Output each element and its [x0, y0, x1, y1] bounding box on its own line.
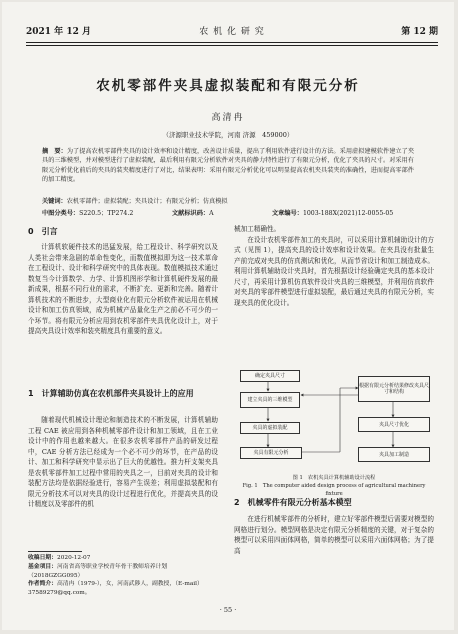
- article-id: [272, 208, 393, 217]
- received-label: 收稿日期：: [28, 555, 57, 561]
- abstract-label: 摘 要：: [42, 148, 67, 155]
- footnote: [28, 554, 218, 598]
- header-date: 2021 年 12 月: [26, 27, 91, 37]
- right-column-continuation: [234, 224, 434, 308]
- section-2-heading: 2 机械零件有限元分析基本模型: [234, 498, 352, 507]
- classification-line: [42, 208, 414, 217]
- page-number: · 55 ·: [219, 606, 237, 614]
- flow-box-determine-size: 确定夹具尺寸: [240, 370, 300, 382]
- doc-code-value: A: [209, 210, 214, 217]
- flow-box-manufacture: 夹具加工制造: [358, 447, 430, 462]
- flow-box-virtual-assembly: 夹具的虚拟装配: [240, 422, 300, 434]
- figure-1-flowchart: [238, 370, 434, 472]
- paper-title: 农机零部件夹具虚拟装配和有限元分析: [96, 78, 360, 94]
- figure-caption-cn: 图 1 农机夹具计算机辅助设计流程: [292, 475, 376, 481]
- figure-1-caption: [234, 474, 434, 498]
- clc-value: S220.5；TP274.2: [79, 210, 134, 217]
- abstract-text: 为了提高农机零部件夹具的设计效率和设计精度，改善设计质量，提出了利用软件进行设计的方法。采用虚拟建模软件建立了夹具的三维模型，并对模型进行了虚拟装配，最后利用有限元分析软件对夹具的静力特性进行了有限元分析，优化了夹具的尺寸。对采用有限元分析优化前后的夹具的装夹精度进行了对比，结果表明：采用有限元分析优化可以明显提高农机夹具装夹的准确性，进而提高零部件的加工精度。: [42, 148, 415, 184]
- fund-text: 河南省高等职业学校青年骨干教师培养计划（2018GZGG095）: [28, 563, 168, 579]
- running-header: [26, 24, 438, 40]
- clc-label: 中图分类号：: [42, 210, 80, 217]
- continuation-text: 械加工精确性。: [234, 225, 281, 233]
- section-1-heading: 1 计算辅助仿真在农机部件夹具设计上的应用: [28, 389, 194, 398]
- abstract: [42, 147, 414, 185]
- flow-box-3d-model: 建立夹具的三维模型: [240, 392, 300, 408]
- header-issue: 第 12 期: [401, 27, 438, 37]
- section-2-paragraph: [234, 514, 434, 556]
- paper-author: 高清冉: [211, 113, 245, 123]
- section-2-text: 在进行机械零部件的分析时，建立好零部件模型后需要对模型的网格进行划分。模型网格是决定有限元分析精度的关键，对于复杂的模型可以采用四面体网格，简单的模型可以采用六面体网格；为了提高: [234, 515, 434, 555]
- footnote-rule: [28, 551, 82, 552]
- received-date: 2020-12-07: [57, 555, 91, 561]
- flow-box-size-optimization: 夹具尺寸优化: [358, 417, 430, 432]
- header-rule-thin: [26, 45, 438, 46]
- header-journal: 农 机 化 研 究: [199, 27, 265, 37]
- design-paragraph: 在设计农机零部件加工的夹具时，可以采用计算机辅助设计的方式（见图 1），提高夹具的设计效率和设计效果。在夹具没有批量生产前完成对夹具的仿真测试和优化，从而节省设计和加工制造成本。利用计算机辅助设计夹具时，首先根据设计经验确定夹具的基本设计尺寸，再采用计算机仿真软件设计夹具的三维模型，并利用仿真软件对夹具的零部件模型进行虚拟装配，最后通过夹具的有限元分析，实现夹具的优化设计。: [234, 235, 434, 307]
- author-bio-label: 作者简介：: [28, 581, 57, 588]
- author-bio-text: 高清冉（1979-），女，河南武陟人，副教授，（E-mail）37589279@qq.com。: [28, 581, 203, 597]
- section-introduction-heading: 0 引言: [28, 227, 58, 236]
- fund-label: 基金项目：: [28, 563, 57, 570]
- article-id-value: 1003-188X(2021)12-0055-05: [302, 210, 394, 217]
- article-id-label: 文章编号：: [272, 210, 303, 217]
- section-1-text: 随着现代机械设计理论和制造技术的不断发展，计算机辅助工程 CAE 被应用到各种机械零部件设计和加工领域，且在工业设计中的作用也越来越大。在很多农机零部件产品的研发过程中，CAE 分析方法已经成为一个必不可少的环节，在产品的设计、加工和科学研究中显示出了巨大的优越性。推力杆支架夹具是农机零部件加工过程中常用的夹具之一，目前对夹具的设计和装配方法均是依据经验进行，容易产生误差；利用虚拟装配和有限元分析技术可以对夹具的设计过程进行优化，并提高夹具的设计精度以及零部件的机: [28, 416, 218, 508]
- doc-code: [172, 208, 214, 217]
- figure-caption-en: Fig. 1 The computer aided design process of agricultural machinery fixture: [242, 483, 426, 497]
- flow-box-fea: 夹具有限元分析: [240, 447, 302, 459]
- keywords: [42, 196, 414, 205]
- header-rule: [26, 42, 438, 43]
- introduction-paragraph: [28, 242, 218, 337]
- introduction-text: 计算机软硬件技术的迅猛发展，给工程设计、科学研究以及人类社会带来急剧的革命性变化，而数值模拟即为这一技术革命在工程设计、设计和科学研究中的具体表现。数值模拟技术通过数复当今计算数学、力学、计算机图形学和计算机硬件发展的最新成果，根据不同行业的需求，不断扩充、更新和完善。随着计算机技术的不断进步，大型商业化有限元分析软件被运用在机械设计和加工仿真领域，成为机械产品量化生产之前必不可少的一个环节。将有限元分析应用到农机零部件夹具优化设计上，对于提高夹具设计效率和装夹精度具有重要的意义。: [28, 243, 218, 335]
- keywords-text: 农机零部件；虚拟装配；夹具设计；有限元分析；仿真模拟: [66, 198, 228, 205]
- paper-page: [2, 2, 454, 630]
- author-affiliation: （济源职业技术学院，河南 济源 459000）: [162, 131, 294, 139]
- doc-code-label: 文献标识码：: [172, 210, 210, 217]
- keywords-label: 关键词：: [42, 198, 67, 205]
- flow-box-modify-fixture: 根据有限元分析结果修改夹具尺寸和结构: [358, 376, 430, 402]
- section-1-paragraph: [28, 415, 218, 510]
